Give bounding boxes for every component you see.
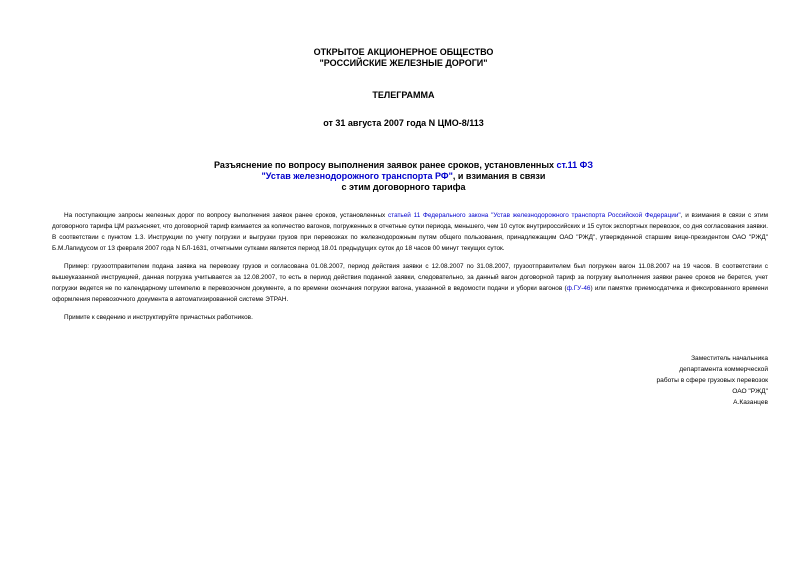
paragraph1-law-link[interactable]: статьей 11 Федерального закона "Устав железнодорожного транспорта Российской Федерации" — [388, 212, 681, 219]
paragraph1-text-2: , и взимания в связи с этим договорного тарифа ЦМ разъясняет, что договорной тариф взимается за количество вагонов, погруженных в отчетные сутки периода, меньшего, чем 10 суток внутрироссийских и 15 суток экспортных перевозок, со дня согласования заявки. В соответствии с пунктом 1.3. Инструкции по учету погрузки и выгрузки грузов при перевозках по железнодорожным путям общего пользования, принадлежащим ОАО "РЖД", утвержденной старшим вице-президентом ОАО "РЖД" Б.М.Лапидусом от 13 февраля 2007 года N БЛ-1631, отчетными сутками является период 18.01 предыдущих суток до 18 часов 00 минут текущих суток. — [52, 212, 768, 252]
signature-line-4: ОАО "РЖД" — [732, 388, 768, 395]
signature-line-1: Заместитель начальника — [691, 355, 768, 362]
paragraph2-form-link[interactable]: ф.ГУ-46 — [566, 285, 591, 292]
paragraph-explanation — [52, 210, 768, 254]
document-date-number: от 31 августа 2007 года N ЦМО-8/113 — [323, 118, 484, 128]
paragraph1-text-1: На поступающие запросы железных дорог по вопросу выполнения заявок ранее сроков, установленных — [64, 212, 389, 219]
signature-block — [560, 353, 768, 408]
paragraph2-text-2: ) или памятке приемосдатчика и фиксированного времени оформления перевозочного документа в автоматизированной системе ЭТРАН. — [52, 285, 768, 303]
document-type: ТЕЛЕГРАММА — [372, 90, 435, 100]
subject-link-article[interactable]: ст.11 ФЗ — [556, 160, 594, 170]
paragraph-instruction: Примите к сведению и инструктируйте причастных работников. — [64, 314, 253, 321]
organization-name-line2: "РОССИЙСКИЕ ЖЕЛЕЗНЫЕ ДОРОГИ" — [319, 58, 488, 68]
signature-line-3: работы в сфере грузовых перевозок — [656, 377, 768, 384]
subject-text-3: с этим договорного тарифа — [341, 182, 466, 192]
subject-link-charter[interactable]: "Устав железнодорожного транспорта РФ" — [261, 171, 453, 181]
paragraph-example — [52, 261, 768, 305]
paragraph2-text-1: Пример: грузоотправителем подана заявка на перевозку грузов и согласована 01.08.2007, период действия заявки с 12.08.2007 по 31.08.2007, грузоотправителем был погружен вагон 11.08.2007 на 19 часов. В соответствии с вышеуказанной инструкцией, данная погрузка учитывается за 12.08.2007, то есть в период действия поданной заявки, следовательно, за данный вагон договорной тариф за погрузку выполнения заявки ранее сроков не берется, учет погрузки ведется не по календарному штемпелю в перевозочном документе, а по времени окончания погрузки вагона, указанной в ведомости подачи и уборки вагонов ( — [52, 263, 768, 292]
signature-line-2: департамента коммерческой — [679, 366, 768, 373]
subject-text-2: , и взимания в связи — [452, 171, 546, 181]
organization-name — [0, 47, 807, 69]
signature-line-5: А.Казанцев — [733, 399, 768, 406]
organization-name-line1: ОТКРЫТОЕ АКЦИОНЕРНОЕ ОБЩЕСТВО — [313, 47, 494, 57]
subject-text-1: Разъяснение по вопросу выполнения заявок ранее сроков, установленных — [213, 160, 557, 170]
document-subject — [0, 160, 807, 193]
